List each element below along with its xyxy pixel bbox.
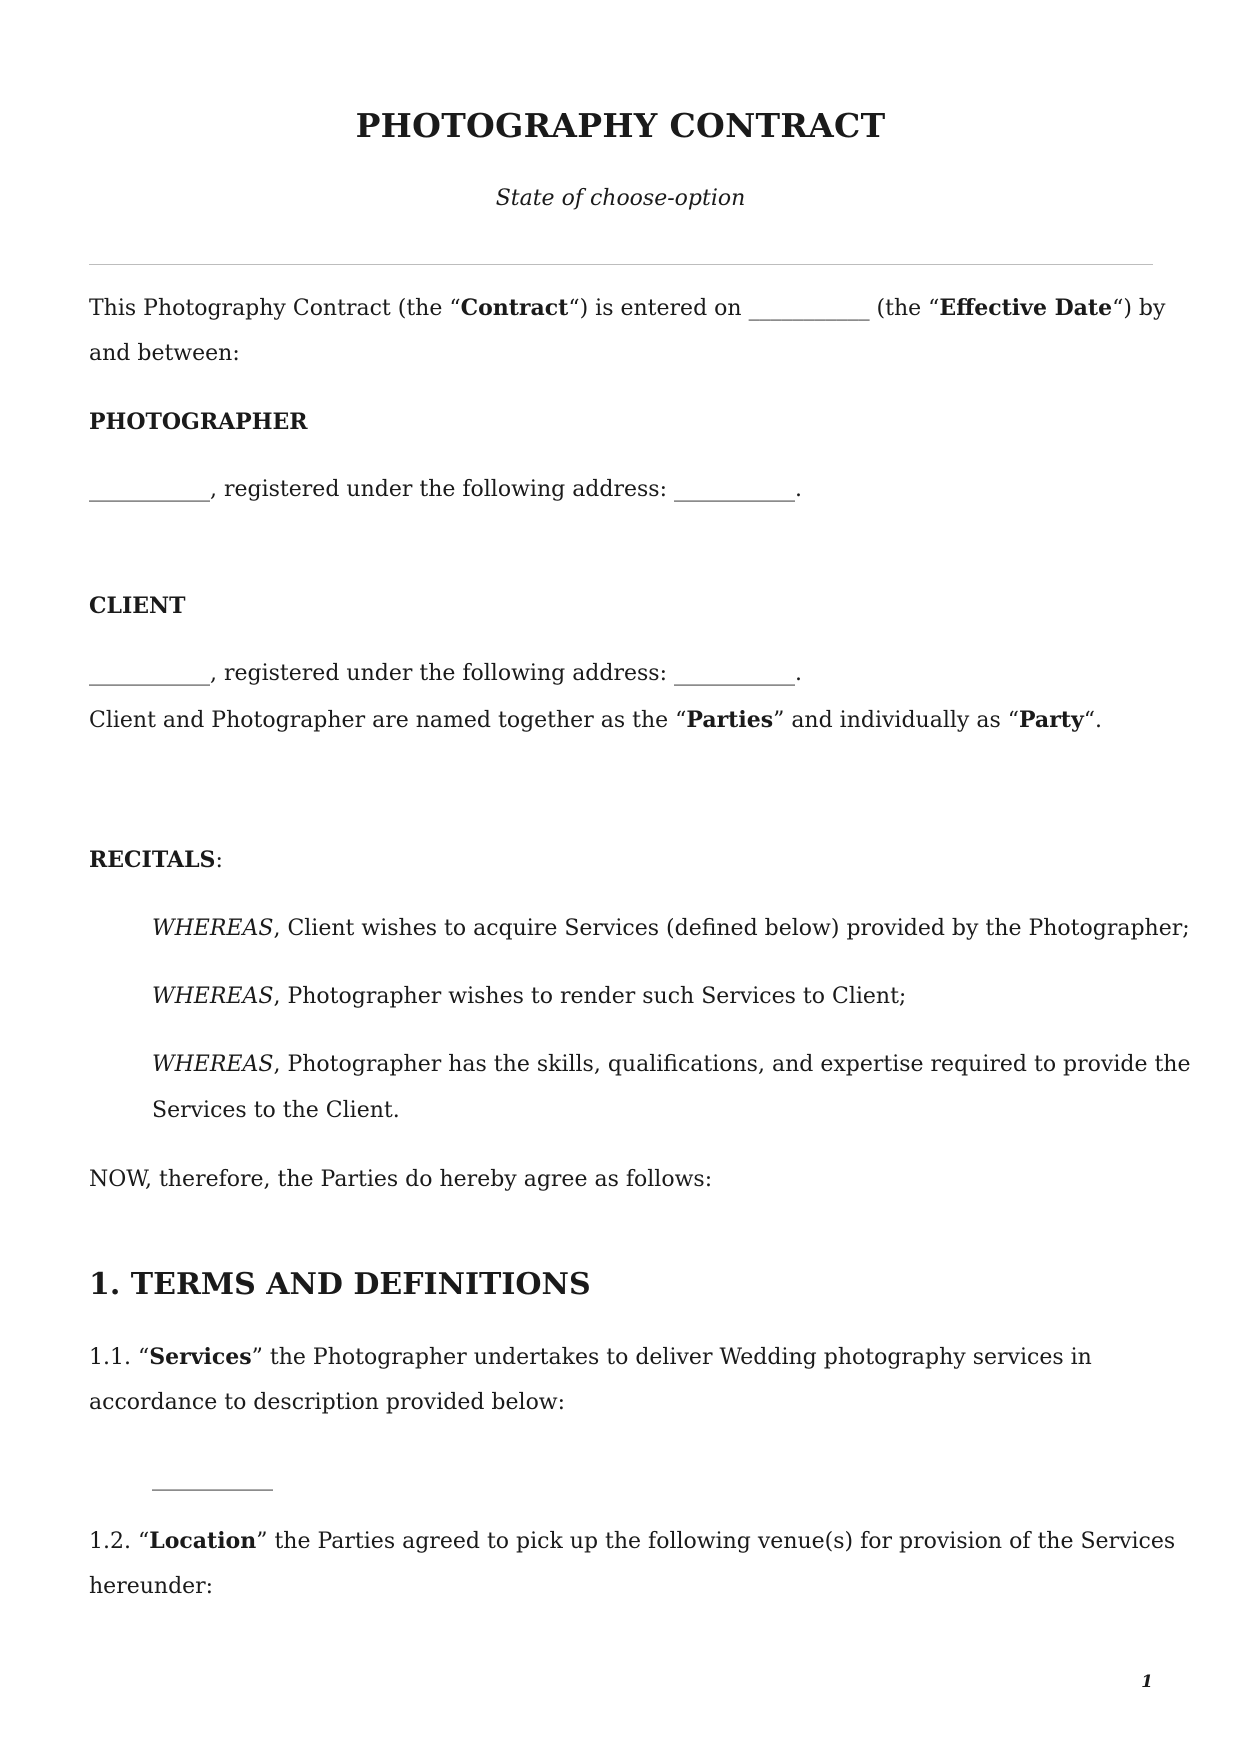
- parties-term: Parties: [686, 707, 774, 733]
- recital-text: , Photographer wishes to render such Services to Client;: [273, 984, 907, 1009]
- whereas-label: WHEREAS: [152, 1052, 274, 1077]
- recital-item: [152, 1042, 1191, 1088]
- parties-text: ” and individually as “: [773, 708, 1019, 733]
- clause-text: ” the Photographer undertakes to deliver Wedding photography services in: [251, 1345, 1092, 1370]
- header-divider: [89, 264, 1153, 265]
- effective-date-term: Effective Date: [939, 295, 1113, 321]
- document-title: PHOTOGRAPHY CONTRACT: [355, 106, 886, 145]
- intro-text: This Photography Contract (the “: [89, 296, 461, 321]
- client-line: ___________, registered under the following address: ___________.: [89, 661, 802, 686]
- effective-date-blank: ___________: [748, 296, 870, 321]
- clause-number: 1.1. “: [89, 1345, 150, 1370]
- location-term: Location: [149, 1528, 257, 1554]
- clause-1-1-continuation: accordance to description provided below:: [89, 1390, 566, 1415]
- whereas-label: WHEREAS: [152, 984, 274, 1009]
- clause-text: ” the Parties agreed to pick up the following venue(s) for provision of the Services: [256, 1529, 1176, 1554]
- recitals-heading-text: RECITALS: [89, 847, 216, 873]
- recital-item: [152, 974, 906, 1020]
- photographer-line: ___________, registered under the following address: ___________.: [89, 477, 802, 502]
- parties-definition: [89, 697, 1102, 744]
- contract-term: Contract: [460, 295, 569, 321]
- client-heading: CLIENT: [89, 593, 186, 619]
- recital-item-continuation: Services to the Client.: [152, 1098, 400, 1123]
- intro-text: (the “: [869, 296, 940, 321]
- recital-text: , Client wishes to acquire Services (defined below) provided by the Photographer;: [273, 916, 1190, 941]
- clause-1-1: [89, 1334, 1092, 1381]
- intro-line-2: and between:: [89, 341, 240, 366]
- clause-1-2-continuation: hereunder:: [89, 1574, 214, 1599]
- services-term: Services: [149, 1344, 252, 1370]
- intro-line-1: [89, 285, 1165, 332]
- document-subtitle: State of choose-option: [495, 186, 746, 211]
- parties-text: Client and Photographer are named together as the “: [89, 708, 687, 733]
- whereas-label: WHEREAS: [152, 916, 274, 941]
- intro-text: “) is entered on: [568, 296, 749, 321]
- clause-1-2: [89, 1518, 1175, 1565]
- recital-text: , Photographer has the skills, qualifications, and expertise required to provide the: [273, 1052, 1191, 1077]
- section-1-heading: 1. TERMS AND DEFINITIONS: [89, 1267, 591, 1302]
- party-term: Party: [1018, 707, 1084, 733]
- parties-text: “.: [1083, 708, 1102, 733]
- intro-text: “) by: [1112, 296, 1166, 321]
- recitals-heading: [89, 837, 223, 884]
- page-number: 1: [1141, 1672, 1153, 1692]
- recital-item: [152, 906, 1190, 952]
- photographer-heading: PHOTOGRAPHER: [89, 409, 308, 435]
- services-description-blank: ___________: [152, 1466, 273, 1491]
- clause-number: 1.2. “: [89, 1529, 150, 1554]
- recitals-colon: :: [215, 848, 223, 873]
- agreement-statement: NOW, therefore, the Parties do hereby agree as follows:: [89, 1167, 713, 1192]
